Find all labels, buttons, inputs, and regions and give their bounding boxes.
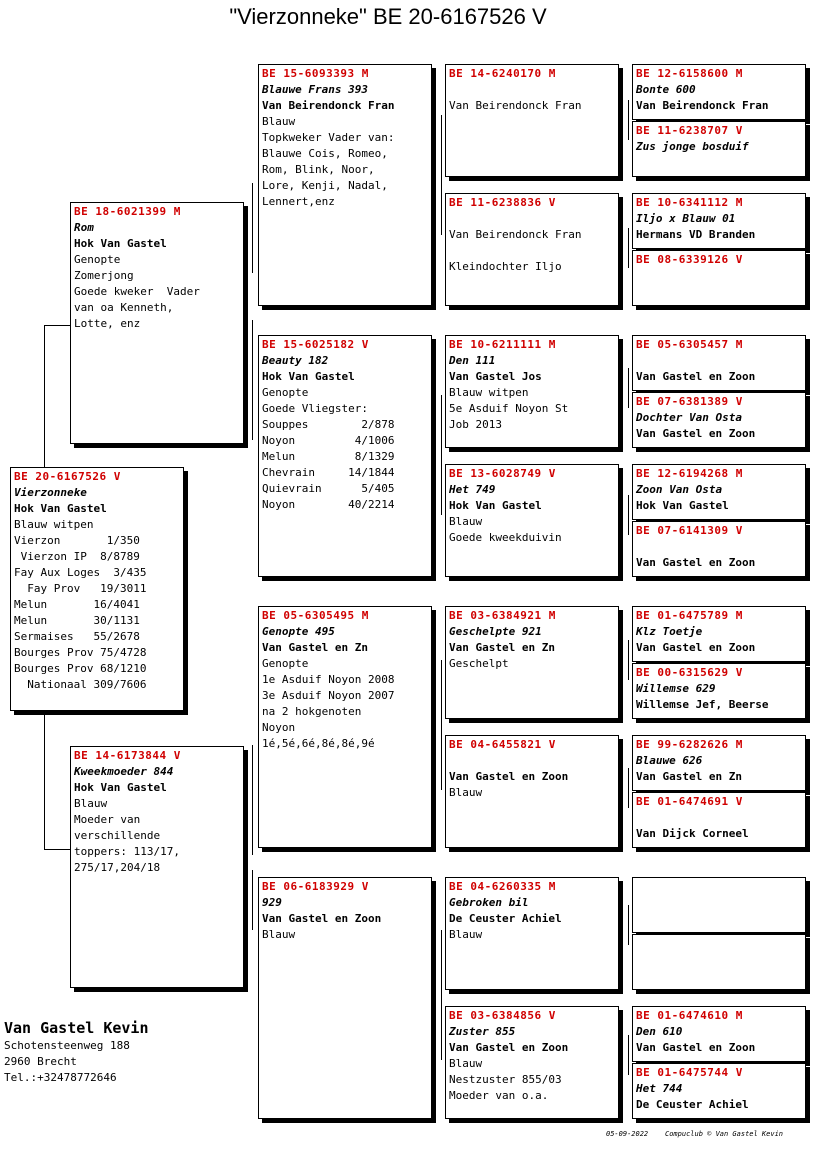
bird-info-line: Noyon xyxy=(262,721,296,734)
bird-name: Kweekmoeder 844 xyxy=(74,765,174,778)
bird-info-line: Fay Prov 19/3011 xyxy=(14,582,147,595)
pedigree-card-g12[interactable] xyxy=(632,792,806,848)
ring-number: BE 08-6339126 V xyxy=(636,253,743,266)
pedigree-card-mff[interactable] xyxy=(445,606,619,719)
bird-info-line: Fay Aux Loges 3/435 xyxy=(14,566,147,579)
bird-owner: Hermans VD Branden xyxy=(636,228,756,241)
pedigree-card-g13[interactable] xyxy=(632,877,806,933)
print-footer: 05-09-2022 Compuclub © Van Gastel Kevin xyxy=(606,1130,784,1138)
breeder-street: Schotensteenweg 188 xyxy=(4,1039,130,1052)
bird-info-line: Vierzon IP 8/8789 xyxy=(14,550,140,563)
bird-owner: Van Gastel en Zoon xyxy=(449,1041,569,1054)
pedigree-card-g3[interactable] xyxy=(632,193,806,249)
bird-name xyxy=(449,82,615,98)
ring-number: BE 11-6238707 V xyxy=(636,124,743,137)
pedigree-card-fmf[interactable] xyxy=(445,335,619,448)
bird-owner: Hok Van Gastel xyxy=(262,370,355,383)
bird-owner: Hok Van Gastel xyxy=(74,781,167,794)
bird-info-line: Goede Vliegster: xyxy=(262,402,368,415)
bird-info-line: Moeder van o.a. xyxy=(449,1089,549,1102)
bird-info-line: Job 2013 xyxy=(449,418,502,431)
pedigree-card-fmm[interactable] xyxy=(445,464,619,577)
pedigree-card-g5[interactable] xyxy=(632,335,806,391)
pedigree-card-subject[interactable] xyxy=(10,467,184,711)
pedigree-title: "Vierzonneke" BE 20-6167526 V xyxy=(229,4,547,29)
ring-number: BE 20-6167526 V xyxy=(14,470,121,483)
pedigree-card-ffm[interactable] xyxy=(445,193,619,306)
bird-owner: De Ceuster Achiel xyxy=(449,912,562,925)
bird-name: Zoon Van Osta xyxy=(636,483,723,496)
bird-owner: Van Beirendonck Fran xyxy=(449,99,582,112)
bird-info-line: 275/17,204/18 xyxy=(74,861,161,874)
bird-name: Klz Toetje xyxy=(636,625,703,638)
bird-info-line: Lotte, enz xyxy=(74,317,141,330)
bird-name: Den 111 xyxy=(449,354,496,367)
bird-owner: De Ceuster Achiel xyxy=(636,1098,749,1111)
bird-info-line: Nationaal 309/7606 xyxy=(14,678,147,691)
bird-name xyxy=(636,353,802,369)
ring-number: BE 05-6305495 M xyxy=(262,609,369,622)
bird-info-line: 1e Asduif Noyon 2008 xyxy=(262,673,395,686)
ring-number: BE 99-6282626 M xyxy=(636,738,743,751)
bird-info-line: Noyon 4/1006 xyxy=(262,434,395,447)
bird-info-line: Sermaises 55/2678 xyxy=(14,630,140,643)
bird-info-line: toppers: 113/17, xyxy=(74,845,180,858)
pedigree-card-g11[interactable] xyxy=(632,735,806,791)
bird-owner: Van Gastel en Zoon xyxy=(636,641,756,654)
bird-info-line: Blauw witpen xyxy=(449,386,529,399)
ring-number: BE 05-6305457 M xyxy=(636,338,743,351)
bird-info-line: Blauw xyxy=(262,928,296,941)
bird-name xyxy=(449,753,615,769)
pedigree-card-sire[interactable] xyxy=(70,202,244,444)
ring-number: BE 13-6028749 V xyxy=(449,467,556,480)
ring-number: BE 15-6025182 V xyxy=(262,338,369,351)
bird-info-line: na 2 hokgenoten xyxy=(262,705,362,718)
ring-number: BE 01-6474691 V xyxy=(636,795,743,808)
pedigree-card-g8[interactable] xyxy=(632,521,806,577)
bird-name: Het 744 xyxy=(636,1082,683,1095)
breeder-city: 2960 Brecht xyxy=(4,1055,77,1068)
bird-owner: Van Dijck Corneel xyxy=(636,827,749,840)
bird-info-line: Rom, Blink, Noor, xyxy=(262,163,375,176)
bird-info-line: Quievrain 5/405 xyxy=(262,482,395,495)
pedigree-card-g4[interactable] xyxy=(632,250,806,306)
bird-owner: Van Gastel Jos xyxy=(449,370,542,383)
bird-owner: Hok Van Gastel xyxy=(14,502,107,515)
bird-name: Het 749 xyxy=(449,483,496,496)
bird-info-line: Melun 8/1329 xyxy=(262,450,395,463)
bird-owner: Hok Van Gastel xyxy=(449,499,542,512)
bird-owner: Van Gastel en Zn xyxy=(449,641,555,654)
bird-info-line: Geschelpt xyxy=(449,657,509,670)
pedigree-card-g10[interactable] xyxy=(632,663,806,719)
bird-owner: Van Gastel en Zoon xyxy=(636,556,756,569)
bird-owner: Hok Van Gastel xyxy=(74,237,167,250)
bird-name: Willemse 629 xyxy=(636,682,716,695)
pedigree-card-mmf[interactable] xyxy=(445,877,619,990)
pedigree-card-mm[interactable] xyxy=(258,877,432,1119)
bird-name: Zus jonge bosduif xyxy=(636,140,749,153)
bird-info-line: Melun 16/4041 xyxy=(14,598,140,611)
ring-number: BE 03-6384856 V xyxy=(449,1009,556,1022)
ring-number: BE 01-6475789 M xyxy=(636,609,743,622)
bird-name: Rom xyxy=(74,221,94,234)
ring-number: BE 18-6021399 M xyxy=(74,205,181,218)
bird-info-line: Genopte xyxy=(74,253,121,266)
bird-info-line: Melun 30/1131 xyxy=(14,614,140,627)
pedigree-card-g1[interactable] xyxy=(632,64,806,120)
ring-number: BE 04-6260335 M xyxy=(449,880,556,893)
bird-info-line: Moeder van xyxy=(74,813,141,826)
bird-name xyxy=(449,211,615,227)
bird-info-line: 5e Asduif Noyon St xyxy=(449,402,569,415)
bird-name: Genopte 495 xyxy=(262,625,335,638)
bird-owner: Van Gastel en Zn xyxy=(262,641,368,654)
ring-number: BE 06-6183929 V xyxy=(262,880,369,893)
bird-info-line: Vierzon 1/350 xyxy=(14,534,140,547)
bird-info-line: Goede kweker Vader xyxy=(74,285,200,298)
ring-number: BE 04-6455821 V xyxy=(449,738,556,751)
pedigree-card-g15[interactable] xyxy=(632,1006,806,1062)
bird-name: Bonte 600 xyxy=(636,83,696,96)
bird-owner: Van Gastel en Zoon xyxy=(636,1041,756,1054)
bird-info-line: verschillende xyxy=(74,829,161,842)
bird-info-line: Nestzuster 855/03 xyxy=(449,1073,562,1086)
bird-info-line: Souppes 2/878 xyxy=(262,418,395,431)
bird-info-line: Bourges Prov 75/4728 xyxy=(14,646,147,659)
bird-info-line: Kleindochter Iljo xyxy=(449,260,562,273)
bird-name: Iljo x Blauw 01 xyxy=(636,212,736,225)
ring-number: BE 11-6238836 V xyxy=(449,196,556,209)
bird-info-line: Chevrain 14/1844 xyxy=(262,466,395,479)
pedigree-card-g14[interactable] xyxy=(632,934,806,990)
pedigree-card-mmm[interactable] xyxy=(445,1006,619,1119)
bird-owner: Van Beirendonck Fran xyxy=(449,228,582,241)
ring-number: BE 00-6315629 V xyxy=(636,666,743,679)
ring-number: BE 12-6158600 M xyxy=(636,67,743,80)
pedigree-card-g2[interactable] xyxy=(632,121,806,177)
bird-name: 929 xyxy=(262,896,282,909)
bird-info-line: Genopte xyxy=(262,386,309,399)
bird-name: Beauty 182 xyxy=(262,354,329,367)
pedigree-card-mf[interactable] xyxy=(258,606,432,848)
bird-name: Vierzonneke xyxy=(14,486,87,499)
bird-owner: Hok Van Gastel xyxy=(636,499,729,512)
bird-info-line: Lennert,enz xyxy=(262,195,335,208)
bird-name: Dochter Van Osta xyxy=(636,411,742,424)
breeder-name: Van Gastel Kevin xyxy=(4,1019,149,1037)
bird-owner: Willemse Jef, Beerse xyxy=(636,698,769,711)
ring-number: BE 14-6240170 M xyxy=(449,67,556,80)
bird-info-line: Blauw witpen xyxy=(14,518,94,531)
bird-name xyxy=(636,810,802,826)
bird-info-line: Zomerjong xyxy=(74,269,134,282)
pedigree-card-dam[interactable] xyxy=(70,746,244,988)
pedigree-card-g9[interactable] xyxy=(632,606,806,662)
ring-number: BE 10-6211111 M xyxy=(449,338,556,351)
pedigree-card-mfm[interactable] xyxy=(445,735,619,848)
ring-number: BE 15-6093393 M xyxy=(262,67,369,80)
bird-info-line: Blauw xyxy=(449,928,483,941)
pedigree-card-g7[interactable] xyxy=(632,464,806,520)
ring-number: BE 07-6381389 V xyxy=(636,395,743,408)
bird-name: Zuster 855 xyxy=(449,1025,516,1038)
ring-number: BE 03-6384921 M xyxy=(449,609,556,622)
bird-info-line: Blauw xyxy=(74,797,108,810)
breeder-info xyxy=(4,1018,149,1086)
bird-name: Blauwe Frans 393 xyxy=(262,83,368,96)
bird-owner: Van Gastel en Zoon xyxy=(636,427,756,440)
bird-info-line: Blauw xyxy=(262,115,296,128)
bird-info-line: Noyon 40/2214 xyxy=(262,498,395,511)
pedigree-card-ff[interactable] xyxy=(258,64,432,306)
bird-name: Blauwe 626 xyxy=(636,754,703,767)
pedigree-card-g6[interactable] xyxy=(632,392,806,448)
bird-name: Gebroken bil xyxy=(449,896,529,909)
bird-info-line: van oa Kenneth, xyxy=(74,301,174,314)
ring-number: BE 10-6341112 M xyxy=(636,196,743,209)
bird-owner: Van Gastel en Zoon xyxy=(636,370,756,383)
bird-owner: Van Gastel en Zn xyxy=(636,770,742,783)
pedigree-card-fff[interactable] xyxy=(445,64,619,177)
ring-number: BE 01-6475744 V xyxy=(636,1066,743,1079)
bird-name: Den 610 xyxy=(636,1025,683,1038)
bird-name: Geschelpte 921 xyxy=(449,625,542,638)
ring-number: BE 14-6173844 V xyxy=(74,749,181,762)
breeder-phone: Tel.:+32478772646 xyxy=(4,1071,117,1084)
ring-number: BE 01-6474610 M xyxy=(636,1009,743,1022)
ring-number: BE 12-6194268 M xyxy=(636,467,743,480)
pedigree-card-fm[interactable] xyxy=(258,335,432,577)
bird-info-line: Goede kweekduivin xyxy=(449,531,562,544)
bird-name xyxy=(636,539,802,555)
bird-info-line: 3e Asduif Noyon 2007 xyxy=(262,689,395,702)
bird-owner: Van Beirendonck Fran xyxy=(636,99,769,112)
bird-info-line: Genopte xyxy=(262,657,309,670)
bird-owner: Van Gastel en Zoon xyxy=(262,912,382,925)
bird-info-line: Blauw xyxy=(449,515,483,528)
bird-info-line: Bourges Prov 68/1210 xyxy=(14,662,147,675)
bird-owner: Van Gastel en Zoon xyxy=(449,770,569,783)
bird-info-line: 1é,5é,6é,8é,8é,9é xyxy=(262,737,375,750)
bird-info-line: Blauw xyxy=(449,1057,483,1070)
pedigree-card-g16[interactable] xyxy=(632,1063,806,1119)
bird-info-line: Lore, Kenji, Nadal, xyxy=(262,179,388,192)
bird-info-line: Blauwe Cois, Romeo, xyxy=(262,147,388,160)
bird-info-line: Topkweker Vader van: xyxy=(262,131,395,144)
bird-owner: Van Beirendonck Fran xyxy=(262,99,395,112)
ring-number: BE 07-6141309 V xyxy=(636,524,743,537)
bird-info-line: Blauw xyxy=(449,786,483,799)
bird-info-line xyxy=(449,243,615,259)
